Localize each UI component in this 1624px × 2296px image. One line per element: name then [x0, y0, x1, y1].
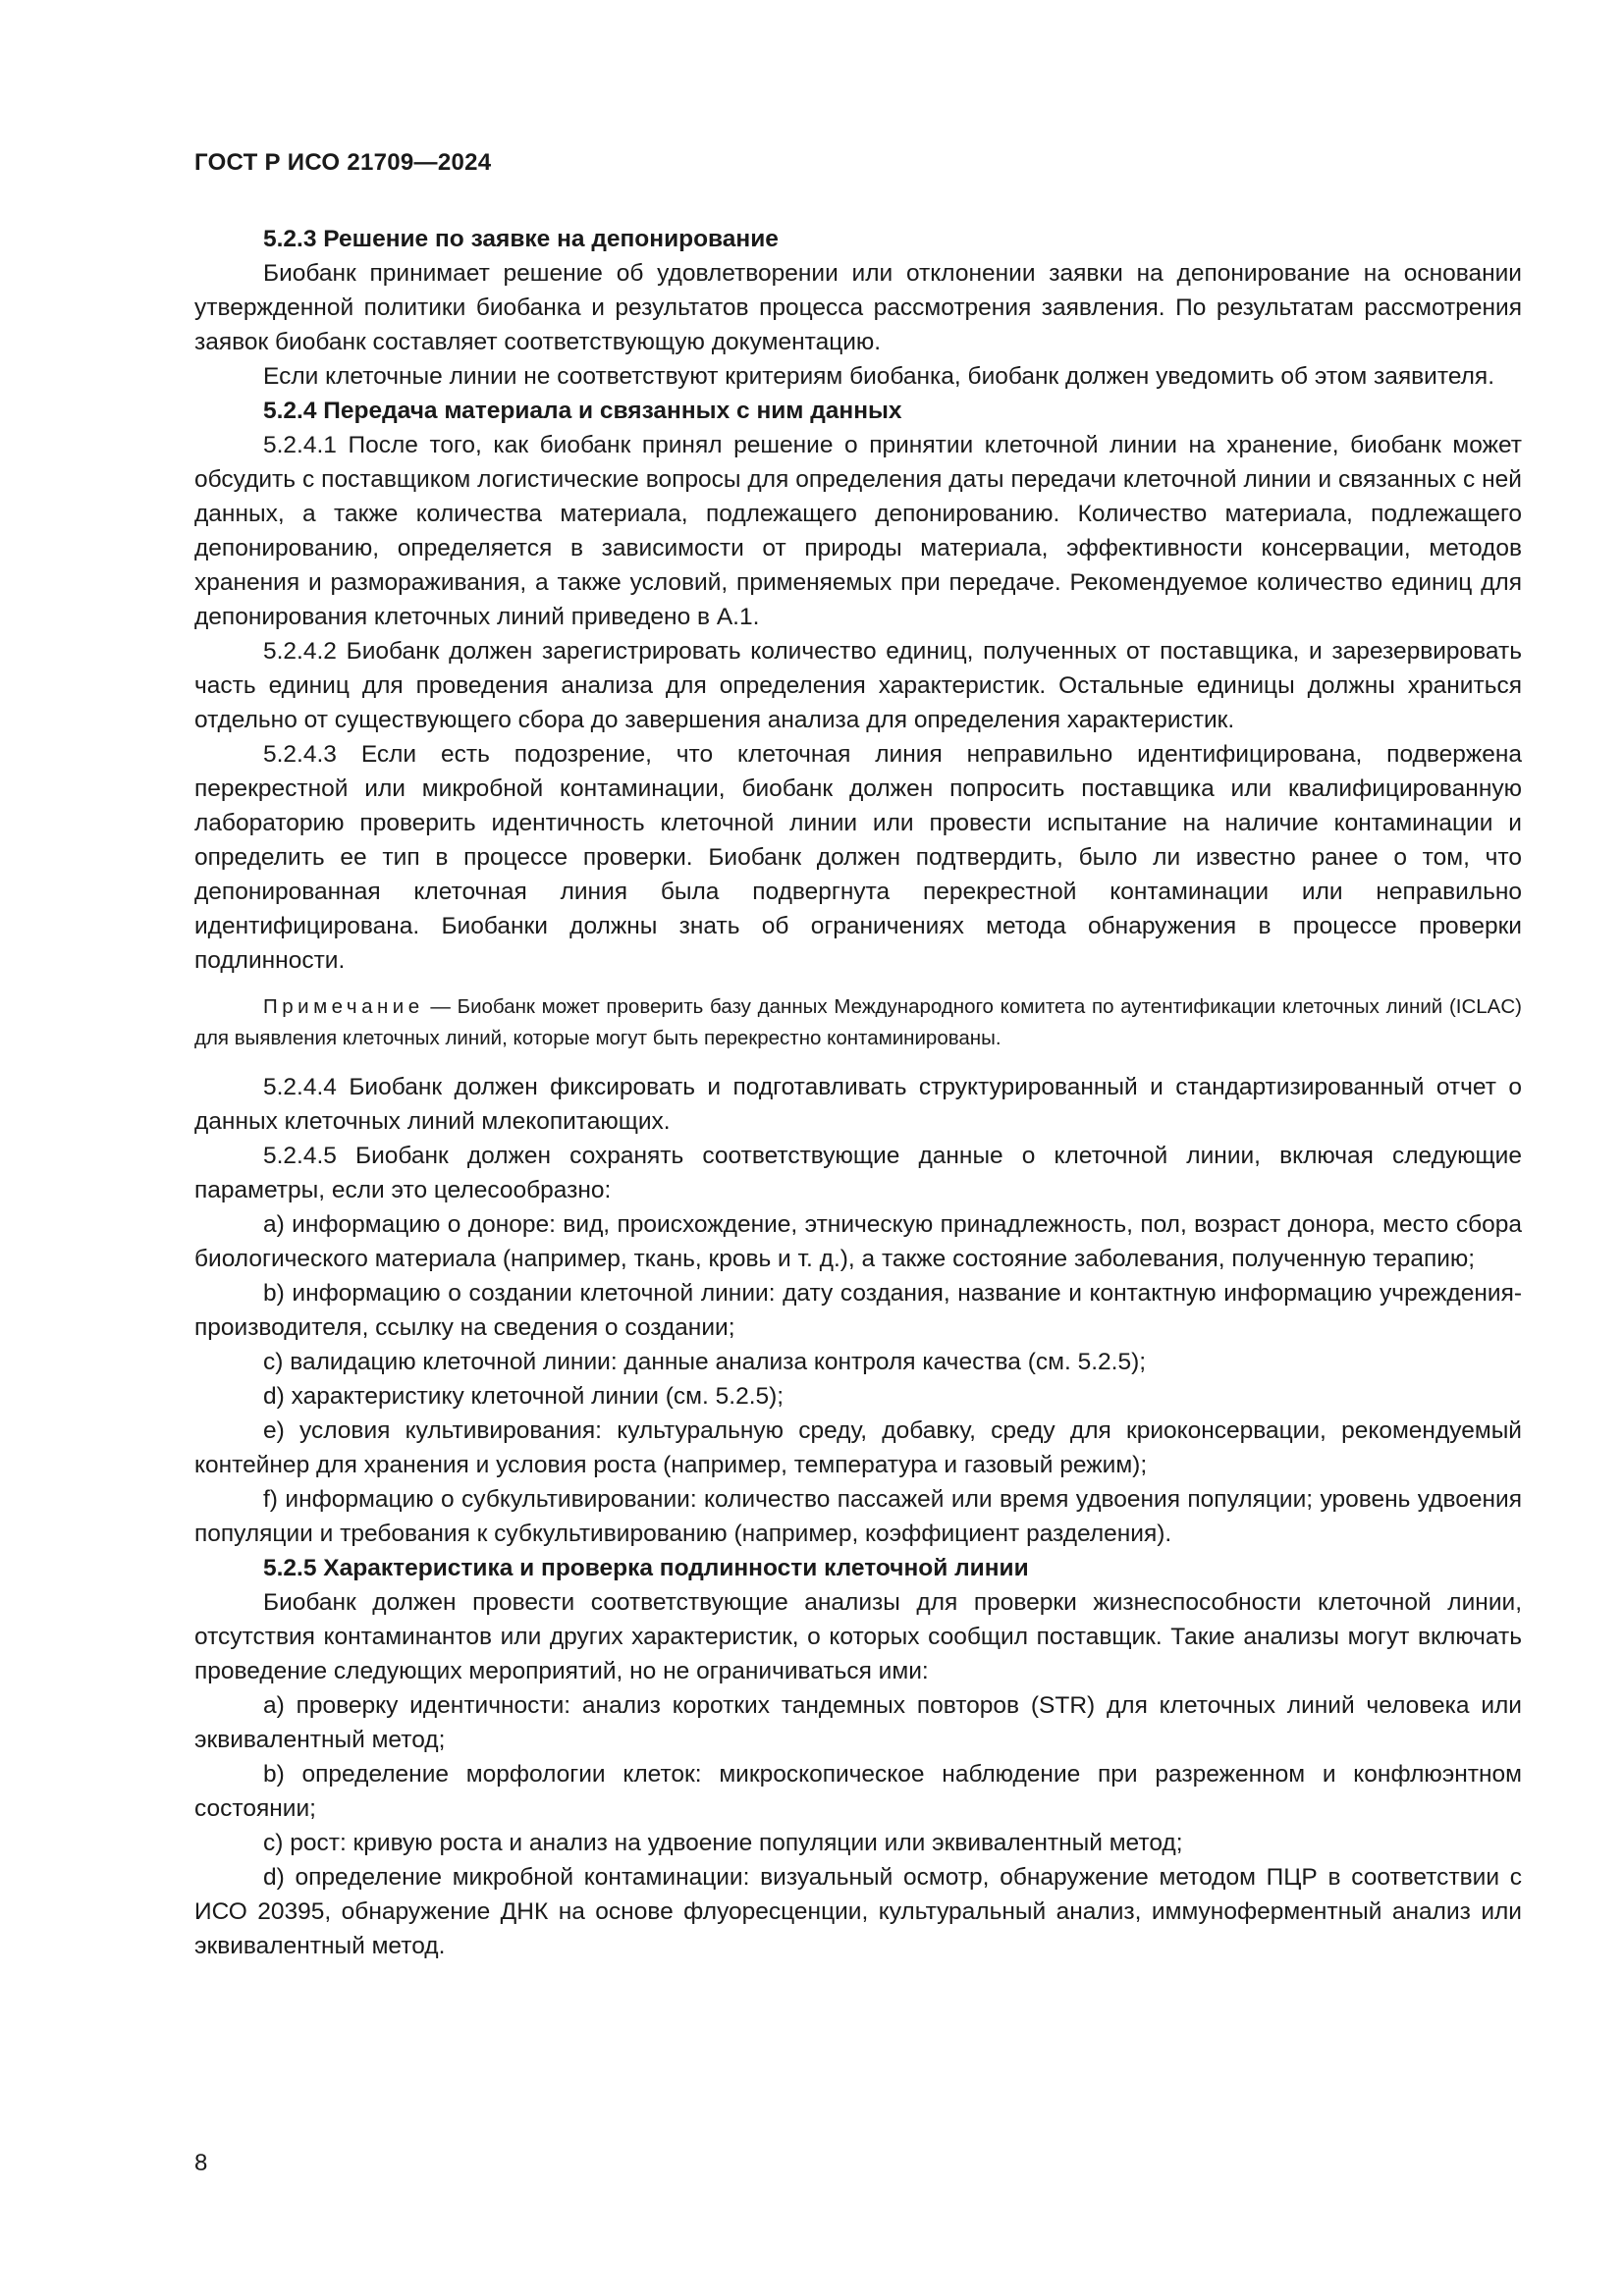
document-body [194, 222, 1522, 1963]
list-item-d: d) определение микробной контаминации: визуальный осмотр, обнаружение методом ПЦР в соответствии с ИСО 20395, обнаружение ДНК на основе флуоресценции, культуральный анализ, иммуноферментный анализ или эквивалентный метод. [194, 1864, 1522, 1959]
note-label: Примечание [263, 995, 424, 1018]
paragraph-5-2-4-1: 5.2.4.1 После того, как биобанк принял решение о принятии клеточной линии на хранение, биобанк может обсудить с поставщиком логистические вопросы для определения даты передачи клеточной линии и связанных с ней данных, а также количества материала, подлежащего депонированию. Количество материала, подлежащего депонированию, определяется в зависимости от природы материала, эффективности консервации, методов хранения и размораживания, а также условий, применяемых при передаче. Рекомендуемое количество единиц для депонирования клеточных линий приведено в А.1. [194, 432, 1522, 630]
paragraph-5-2-4-4: 5.2.4.4 Биобанк должен фиксировать и подготавливать структурированный и стандартизированный отчет о данных клеточных линий млекопитающих. [194, 1074, 1522, 1135]
section-heading-5-2-4: 5.2.4 Передача материала и связанных с ним данных [263, 398, 902, 424]
list-item-c: c) валидацию клеточной линии: данные анализа контроля качества (см. 5.2.5); [263, 1349, 1147, 1375]
section-heading-5-2-3: 5.2.3 Решение по заявке на депонирование [263, 226, 779, 252]
list-item-c: c) рост: кривую роста и анализ на удвоение популяции или эквивалентный метод; [263, 1830, 1183, 1856]
list-item-a: a) проверку идентичности: анализ коротких тандемных повторов (STR) для клеточных линий человека или эквивалентный метод; [194, 1692, 1522, 1753]
paragraph-5-2-4-2: 5.2.4.2 Биобанк должен зарегистрировать количество единиц, полученных от поставщика, и зарезервировать часть единиц для проведения анализа для определения характеристик. Остальные единицы должны храниться отдельно от существующего сбора до завершения анализа для определения характеристик. [194, 638, 1522, 733]
list-item-e: e) условия культивирования: культуральную среду, добавку, среду для криоконсервации, рекомендуемый контейнер для хранения и условия роста (например, температура и газовый режим); [194, 1417, 1522, 1478]
document-header: ГОСТ Р ИСО 21709—2024 [194, 149, 492, 176]
note [194, 991, 1522, 1054]
paragraph: Если клеточные линии не соответствуют критериям биобанка, биобанк должен уведомить об этом заявителя. [263, 363, 1494, 390]
list-item-d: d) характеристику клеточной линии (см. 5.2.5); [263, 1383, 785, 1410]
paragraph: Биобанк принимает решение об удовлетворении или отклонении заявки на депонирование на основании утвержденной политики биобанка и результатов процесса рассмотрения заявления. По результатам рассмотрения заявок биобанк составляет соответствующую документацию. [194, 260, 1522, 355]
page-number: 8 [194, 2150, 208, 2176]
list-item-f: f) информацию о субкультивировании: количество пассажей или время удвоения популяции; уровень удвоения популяции и требования к субкультивированию (например, коэффициент разделения). [194, 1486, 1522, 1547]
paragraph-5-2-4-3: 5.2.4.3 Если есть подозрение, что клеточная линия неправильно идентифицирована, подвержена перекрестной или микробной контаминации, биобанк должен попросить поставщика или квалифицированную лабораторию проверить идентичность клеточной линии или провести испытание на наличие контаминации и определить ее тип в процессе проверки. Биобанк должен подтвердить, было ли известно ранее о том, что депонированная клеточная линия была подвергнута перекрестной контаминации или неправильно идентифицирована. Биобанки должны знать об ограничениях метода обнаружения в процессе проверки подлинности. [194, 741, 1522, 974]
paragraph-5-2-4-5: 5.2.4.5 Биобанк должен сохранять соответствующие данные о клеточной линии, включая следующие параметры, если это целесообразно: [194, 1143, 1522, 1203]
section-heading-5-2-5: 5.2.5 Характеристика и проверка подлинности клеточной линии [263, 1555, 1029, 1581]
list-item-b: b) информацию о создании клеточной линии: дату создания, название и контактную информацию учреждения-производителя, ссылку на сведения о создании; [194, 1280, 1522, 1341]
list-item-b: b) определение морфологии клеток: микроскопическое наблюдение при разреженном и конфлюэнтном состоянии; [194, 1761, 1522, 1822]
paragraph: Биобанк должен провести соответствующие анализы для проверки жизнеспособности клеточной линии, отсутствия контаминантов или других характеристик, о которых сообщил поставщик. Такие анализы могут включать проведение следующих мероприятий, но не ограничиваться ими: [194, 1589, 1522, 1684]
list-item-a: a) информацию о доноре: вид, происхождение, этническую принадлежность, пол, возраст донора, место сбора биологического материала (например, ткань, кровь и т. д.), а также состояние заболевания, полученную терапию; [194, 1211, 1522, 1272]
note-text: — Биобанк может проверить базу данных Международного комитета по аутентификации клеточных линий (ICLAC) для выявления клеточных линий, которые могут быть перекрестно контаминированы. [194, 995, 1522, 1049]
